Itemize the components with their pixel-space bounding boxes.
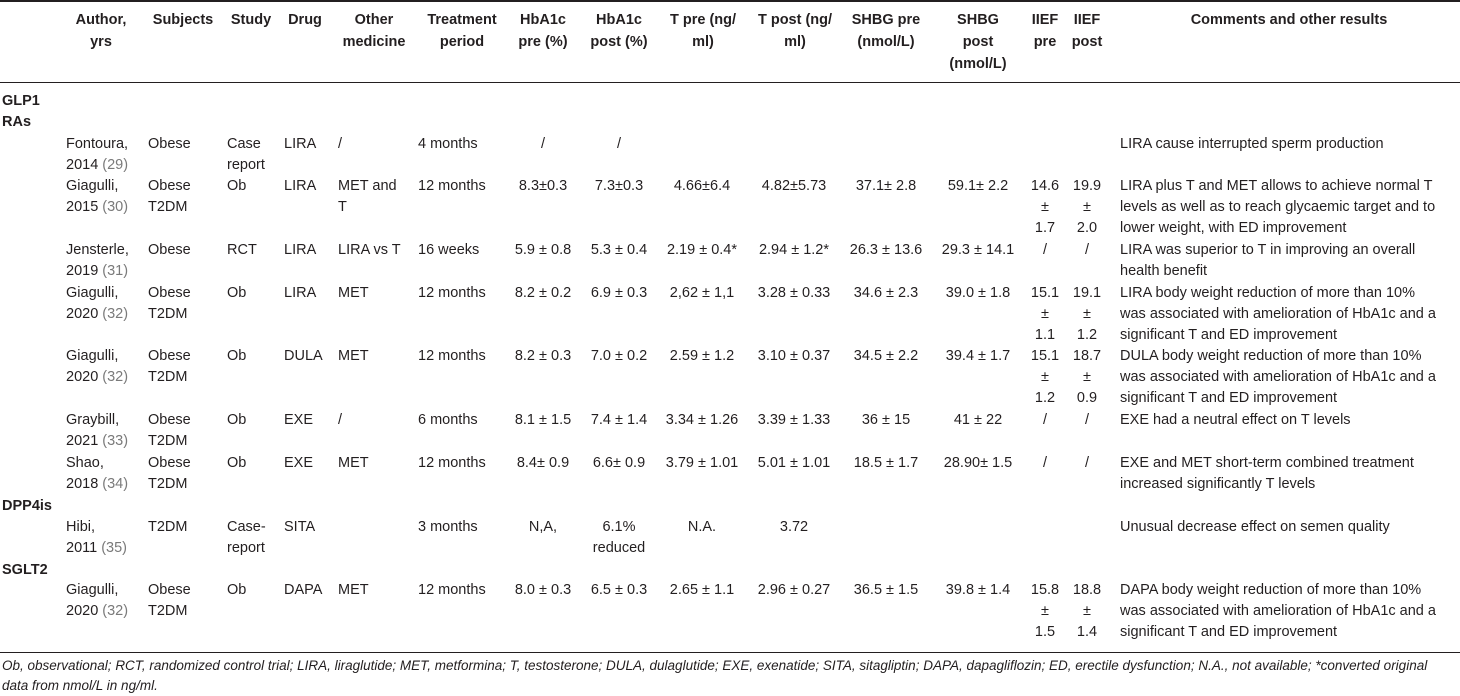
column-header-author: Author, yrs: [75, 12, 127, 50]
table-cell-comments: LIRA cause interrupted sperm production: [1120, 136, 1384, 152]
table-cell-hba-pre: 8.3±0.3: [518, 178, 568, 194]
table-bottom-rule: [0, 652, 1460, 653]
table-cell-iief-post: 18.8 ± 1.4: [1072, 582, 1102, 640]
table-cell-hba-post: 6.9 ± 0.3: [590, 285, 648, 301]
table-cell-study: Ob: [227, 455, 247, 471]
table-cell-hba-pre: 8.2 ± 0.2: [514, 285, 572, 301]
table-cell-t-post: 5.01 ± 1.01: [757, 455, 831, 471]
table-cell-period: 6 months: [418, 412, 478, 428]
table-cell-t-pre: 3.34 ± 1.26: [665, 412, 739, 428]
table-cell-shbg-pre: 34.5 ± 2.2: [853, 348, 919, 364]
reference-link[interactable]: (34): [98, 476, 129, 492]
column-header-shbg-pre: SHBG pre (nmol/L): [851, 12, 921, 50]
column-header-hba-pre: HbA1c pre (%): [518, 12, 568, 50]
table-cell-shbg-post: 41 ± 22: [953, 412, 1003, 428]
table-cell-period: 12 months: [418, 285, 486, 301]
table-cell-author: Giagulli, 2020 (32): [66, 348, 129, 385]
table-cell-comments: DULA body weight reduction of more than 10% was associated with amelioration of HbA1c and a significant T and ED improvement: [1120, 348, 1436, 406]
table-cell-hba-post: 5.3 ± 0.4: [590, 242, 648, 258]
column-header-period: Treatment period: [427, 12, 497, 50]
table-cell-other: /: [338, 412, 343, 428]
table-cell-author: Fontoura, 2014 (29): [66, 136, 129, 173]
table-cell-author: Shao, 2018 (34): [66, 455, 129, 492]
column-header-t-post: T post (ng/ ml): [757, 12, 833, 50]
column-header-iief-post: IIEF post: [1071, 12, 1103, 50]
reference-link[interactable]: (32): [98, 603, 129, 619]
table-cell-drug: LIRA: [284, 136, 317, 152]
table-cell-period: 12 months: [418, 178, 486, 194]
table-cell-iief-pre: /: [1042, 412, 1048, 428]
table-cell-iief-post: /: [1084, 455, 1090, 471]
table-cell-t-post: 3.10 ± 0.37: [757, 348, 831, 364]
table-cell-shbg-pre: 26.3 ± 13.6: [849, 242, 923, 258]
table-cell-t-post: 3.28 ± 0.33: [757, 285, 831, 301]
table-cell-iief-pre: 14.6 ± 1.7: [1030, 178, 1060, 236]
column-header-comments: Comments and other results: [1190, 12, 1388, 28]
table-cell-comments: LIRA was superior to T in improving an overall health benefit: [1120, 242, 1416, 279]
table-cell-drug: DULA: [284, 348, 323, 364]
table-cell-t-pre: 4.66±6.4: [673, 178, 731, 194]
table-cell-iief-post: 18.7 ± 0.9: [1072, 348, 1102, 406]
table-cell-drug: DAPA: [284, 582, 323, 598]
table-cell-hba-pre: 8.1 ± 1.5: [514, 412, 572, 428]
table-cell-subjects: Obese T2DM: [148, 178, 191, 215]
table-cell-subjects: Obese: [148, 136, 191, 152]
table-cell-drug: LIRA: [284, 285, 317, 301]
reference-link[interactable]: (32): [98, 369, 129, 385]
table-cell-shbg-pre: 34.6 ± 2.3: [853, 285, 919, 301]
table-cell-t-pre: 2,62 ± 1,1: [669, 285, 735, 301]
table-cell-author: Jensterle, 2019 (31): [66, 242, 129, 279]
table-cell-t-post: 3.39 ± 1.33: [757, 412, 831, 428]
table-cell-study: Ob: [227, 412, 247, 428]
table-cell-author: Hibi, 2011 (35): [66, 519, 128, 556]
table-cell-t-post: 2.94 ± 1.2*: [758, 242, 830, 258]
table-cell-other: MET: [338, 285, 369, 301]
table-cell-shbg-post: 59.1± 2.2: [947, 178, 1009, 194]
reference-link[interactable]: (33): [98, 433, 129, 449]
table-footnote: Ob, observational; RCT, randomized control trial; LIRA, liraglutide; MET, metformina; T, testosterone; DULA, dulaglutide; EXE, exenatide; SITA, sitagliptin; DAPA, dapagliflozin; ED, erectile dysfunction; N.A., not available; *converted original data from nmol/L in ng/ml.: [2, 658, 1428, 693]
table-cell-author: Giagulli, 2020 (32): [66, 582, 129, 619]
table-cell-hba-pre: /: [540, 136, 546, 152]
table-cell-drug: SITA: [284, 519, 316, 535]
table-cell-other: MET and T: [338, 178, 397, 215]
group-label: DPP4is: [2, 498, 52, 514]
table-cell-hba-pre: 5.9 ± 0.8: [514, 242, 572, 258]
table-cell-other: MET: [338, 455, 369, 471]
table-cell-hba-pre: 8.0 ± 0.3: [514, 582, 572, 598]
table-cell-iief-post: 19.9 ± 2.0: [1072, 178, 1102, 236]
table-cell-subjects: Obese T2DM: [148, 455, 191, 492]
table-cell-study: RCT: [227, 242, 257, 258]
table-cell-shbg-post: 29.3 ± 14.1: [941, 242, 1015, 258]
table-cell-shbg-post: 39.4 ± 1.7: [945, 348, 1011, 364]
table-cell-comments: LIRA body weight reduction of more than 10% was associated with amelioration of HbA1c and a significant T and ED improvement: [1120, 285, 1436, 343]
table-cell-subjects: Obese T2DM: [148, 285, 191, 322]
table-cell-subjects: Obese T2DM: [148, 348, 191, 385]
table-cell-t-post: 2.96 ± 0.27: [757, 582, 831, 598]
table-cell-drug: EXE: [284, 455, 314, 471]
table-cell-iief-pre: /: [1042, 242, 1048, 258]
group-label: GLP1 RAs: [2, 93, 40, 130]
table-cell-study: Ob: [227, 348, 247, 364]
table-cell-t-pre: N.A.: [687, 519, 717, 535]
table-cell-period: 12 months: [418, 348, 486, 364]
table-cell-other: MET: [338, 348, 369, 364]
table-cell-period: 3 months: [418, 519, 478, 535]
table-cell-t-pre: 2.59 ± 1.2: [669, 348, 735, 364]
table-cell-hba-post: /: [616, 136, 622, 152]
table-cell-hba-post: 6.1% reduced: [592, 519, 646, 556]
table-cell-drug: LIRA: [284, 178, 317, 194]
table-cell-subjects: T2DM: [148, 519, 188, 535]
table-cell-drug: LIRA: [284, 242, 317, 258]
table-cell-shbg-pre: 37.1± 2.8: [855, 178, 917, 194]
table-cell-study: Ob: [227, 582, 247, 598]
table-cell-t-post: 4.82±5.73: [761, 178, 827, 194]
table-cell-study: Ob: [227, 285, 247, 301]
table-cell-author: Graybill, 2021 (33): [66, 412, 129, 449]
table-cell-author: Giagulli, 2020 (32): [66, 285, 129, 322]
table-cell-period: 12 months: [418, 455, 486, 471]
table-cell-drug: EXE: [284, 412, 314, 428]
table-cell-iief-pre: 15.1 ± 1.2: [1030, 348, 1060, 406]
table-cell-t-post: 3.72: [779, 519, 809, 535]
column-header-iief-pre: IIEF pre: [1031, 12, 1059, 50]
table-cell-other: /: [338, 136, 343, 152]
table-cell-comments: EXE had a neutral effect on T levels: [1120, 412, 1351, 428]
table-cell-hba-pre: 8.2 ± 0.3: [514, 348, 572, 364]
column-header-study: Study: [230, 12, 272, 28]
table-cell-shbg-post: 28.90± 1.5: [943, 455, 1013, 471]
table-cell-iief-pre: 15.8 ± 1.5: [1030, 582, 1060, 640]
table-cell-t-pre: 2.65 ± 1.1: [669, 582, 735, 598]
table-cell-hba-pre: 8.4± 0.9: [516, 455, 570, 471]
table-cell-other: LIRA vs T: [338, 242, 401, 258]
table-top-rule: [0, 0, 1460, 2]
table-cell-comments: Unusual decrease effect on semen quality: [1120, 519, 1390, 535]
table-cell-subjects: Obese: [148, 242, 191, 258]
table-header-rule: [0, 82, 1460, 83]
table-cell-other: MET: [338, 582, 369, 598]
reference-link[interactable]: (31): [98, 263, 129, 279]
table-cell-comments: DAPA body weight reduction of more than 10% was associated with amelioration of HbA1c and a significant T and ED improvement: [1120, 582, 1436, 640]
table-cell-iief-post: 19.1 ± 1.2: [1072, 285, 1102, 343]
reference-link[interactable]: (35): [97, 540, 128, 556]
reference-link[interactable]: (29): [98, 157, 129, 173]
table-cell-hba-pre: N,A,: [528, 519, 558, 535]
table-cell-t-pre: 3.79 ± 1.01: [665, 455, 739, 471]
column-header-drug: Drug: [288, 12, 322, 28]
table-cell-iief-post: /: [1084, 412, 1090, 428]
column-header-shbg-post: SHBG post (nmol/L): [949, 12, 1007, 72]
table-cell-iief-pre: 15.1 ± 1.1: [1030, 285, 1060, 343]
table-cell-shbg-post: 39.8 ± 1.4: [945, 582, 1011, 598]
column-header-hba-post: HbA1c post (%): [590, 12, 648, 50]
table-cell-subjects: Obese T2DM: [148, 582, 191, 619]
table-cell-shbg-pre: 36 ± 15: [861, 412, 911, 428]
table-cell-period: 16 weeks: [418, 242, 480, 258]
table-cell-hba-post: 7.3±0.3: [594, 178, 644, 194]
column-header-t-pre: T pre (ng/ ml): [669, 12, 737, 50]
table-cell-hba-post: 7.0 ± 0.2: [590, 348, 648, 364]
table-cell-author: Giagulli, 2015 (30): [66, 178, 129, 215]
table-cell-period: 12 months: [418, 582, 486, 598]
table-cell-comments: LIRA plus T and MET allows to achieve normal T levels as well as to reach glycaemic target and to lower weight, with ED improvement: [1120, 178, 1436, 236]
table-cell-hba-post: 6.6± 0.9: [592, 455, 646, 471]
reference-link[interactable]: (32): [98, 306, 129, 322]
table-cell-comments: EXE and MET short-term combined treatment increased significantly T levels: [1120, 455, 1414, 492]
column-header-other: Other medicine: [342, 12, 406, 50]
table-cell-study: Case- report: [227, 519, 266, 556]
table-cell-study: Case report: [227, 136, 265, 173]
table-cell-period: 4 months: [418, 136, 478, 152]
table-cell-shbg-pre: 18.5 ± 1.7: [853, 455, 919, 471]
table-cell-t-pre: 2.19 ± 0.4*: [666, 242, 738, 258]
table-cell-iief-pre: /: [1042, 455, 1048, 471]
table-cell-shbg-post: 39.0 ± 1.8: [945, 285, 1011, 301]
column-header-subjects: Subjects: [152, 12, 214, 28]
table-cell-iief-post: /: [1084, 242, 1090, 258]
table-cell-subjects: Obese T2DM: [148, 412, 191, 449]
table-cell-study: Ob: [227, 178, 247, 194]
group-label: SGLT2: [2, 562, 48, 578]
table-cell-hba-post: 7.4 ± 1.4: [590, 412, 648, 428]
table-cell-shbg-pre: 36.5 ± 1.5: [853, 582, 919, 598]
table-cell-hba-post: 6.5 ± 0.3: [590, 582, 648, 598]
reference-link[interactable]: (30): [98, 199, 129, 215]
